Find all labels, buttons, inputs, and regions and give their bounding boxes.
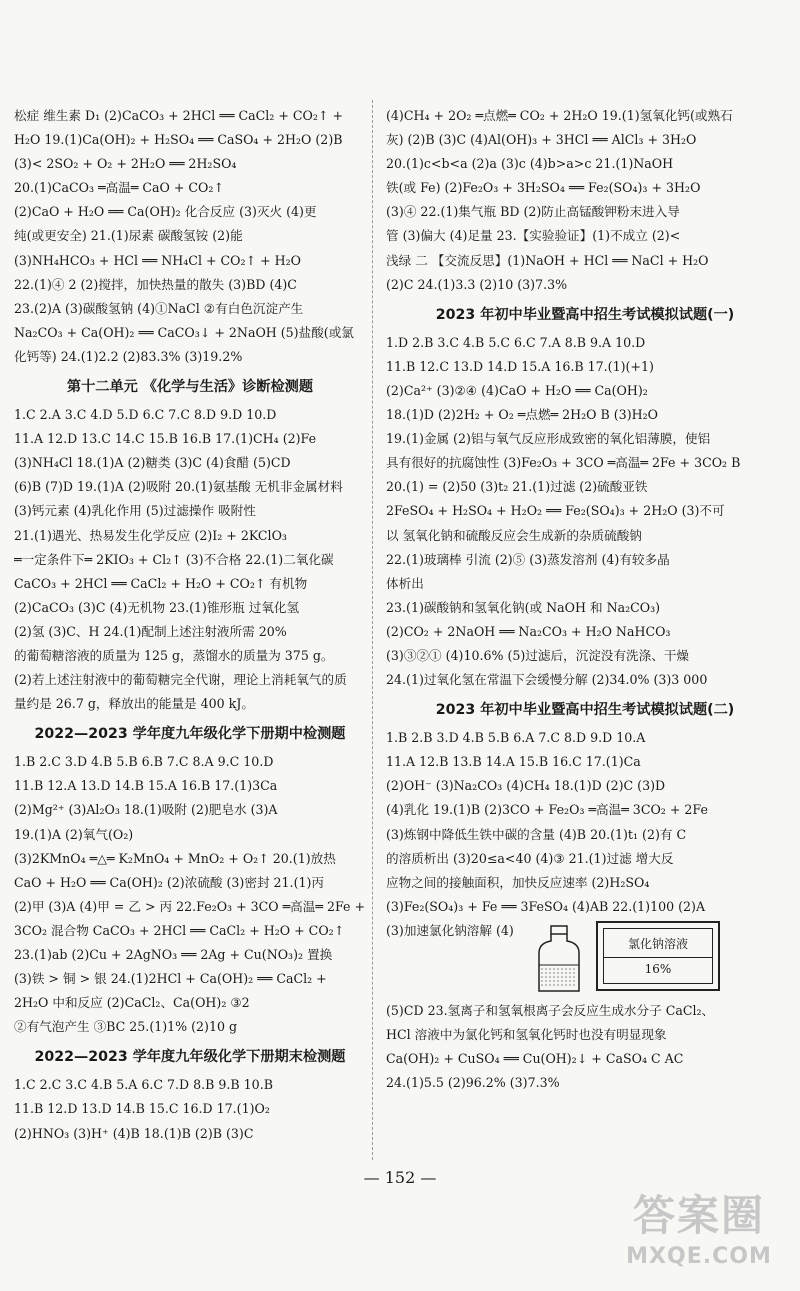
answer-line: (3)2KMnO₄ ═△═ K₂MnO₄ + MnO₂ + O₂↑ 20.(1)放热 [14, 850, 336, 866]
answer-line: ②有气泡产生 ③BC 25.(1)1% (2)10 g [14, 1019, 238, 1035]
answer-line: 20.(1)c<b<a (2)a (3)c (4)b>a>c 21.(1)NaOH [386, 156, 674, 172]
answer-line: 灰) (2)B (3)C (4)Al(OH)₃ + 3HCl ══ AlCl₃ + 3H₂O [386, 132, 697, 148]
answer-line: 2H₂O 中和反应 (2)CaCl₂、Ca(OH)₂ ③2 [14, 995, 250, 1011]
answer-line: (3)加速氯化钠溶解 (4) [386, 922, 514, 938]
figure-row [386, 919, 784, 999]
answer-line: CaCO₃ + 2HCl ══ CaCl₂ + H₂O + CO₂↑ 有机物 [14, 575, 308, 591]
answer-line: (2)CO₂ + 2NaOH ══ Na₂CO₃ + H₂O NaHCO₃ [386, 623, 671, 639]
answer-line: (3)③②① (4)10.6% (5)过滤后，沉淀没有洗涤、干燥 [386, 647, 690, 663]
left-column [14, 104, 366, 1146]
answer-line: 23.(2)A (3)碳酸氢钠 (4)①NaCl ②有白色沉淀产生 [14, 300, 304, 316]
answer-line: (2)CaO + H₂O ══ Ca(OH)₂ 化合反应 (3)灭火 (4)更 [14, 204, 317, 220]
answer-line: (2)若上述注射液中的葡萄糖完全代谢，理论上消耗氧气的质 [14, 672, 347, 688]
answer-line: (3)NH₄HCO₃ + HCl ══ NH₄Cl + CO₂↑ + H₂O [14, 252, 302, 268]
answer-line: 11.A 12.B 13.B 14.A 15.B 16.C 17.(1)Ca [386, 754, 641, 770]
answer-line: 铁(或 Fe) (2)Fe₂O₃ + 3H₂SO₄ ══ Fe₂(SO₄)₃ + 3H₂O [386, 180, 701, 196]
answer-line: 23.(1)ab (2)Cu + 2AgNO₃ ══ 2Ag + Cu(NO₃)₂ 置换 [14, 947, 333, 962]
answer-line: (3)Fe₂(SO₄)₃ + Fe ══ 3FeSO₄ (4)AB 22.(1)100 (2)A [386, 898, 706, 914]
answer-line: 应物之间的接触面积，加快反应速率 (2)H₂SO₄ [386, 874, 650, 890]
answer-line: 11.B 12.C 13.D 14.D 15.A 16.B 17.(1)(+1) [386, 358, 654, 374]
answer-line: (3)铁 > 铜 > 银 24.(1)2HCl + Ca(OH)₂ ══ CaCl₂ + [14, 971, 327, 987]
answer-line: 体析出 [386, 575, 424, 591]
answer-line: 20.(1) = (2)50 (3)t₂ 21.(1)过滤 (2)硫酸亚铁 [386, 479, 648, 495]
answer-line: 管 (3)偏大 (4)足量 23.【实验验证】(1)不成立 (2)< [386, 228, 681, 244]
answer-line: 化钙等) 24.(1)2.2 (2)83.3% (3)19.2% [14, 348, 243, 364]
answer-line: 3CO₂ 混合物 CaCO₃ + 2HCl ══ CaCl₂ + H₂O + CO₂↑ [14, 922, 345, 938]
answer-line: (6)B (7)D 19.(1)A (2)吸附 20.(1)氨基酸 无机非金属材料 [14, 479, 343, 495]
answer-line: 1.B 2.B 3.D 4.B 5.B 6.A 7.C 8.D 9.D 10.A [386, 730, 646, 746]
answer-line: (2)CaCO₃ (3)C (4)无机物 23.(1)锥形瓶 过氧化氢 [14, 599, 300, 615]
label-solution-name: 氯化钠溶液 [604, 935, 712, 958]
answer-line: (2)甲 (3)A (4)甲 = 乙 > 丙 22.Fe₂O₃ + 3CO ═高温═ 2Fe + [14, 898, 366, 914]
answer-line: (2)HNO₃ (3)H⁺ (4)B 18.(1)B (2)B (3)C [14, 1125, 254, 1141]
answer-line: 松症 维生素 D₁ (2)CaCO₃ + 2HCl ══ CaCl₂ + CO₂↑ + [14, 108, 344, 123]
answer-line: 24.(1)5.5 (2)96.2% (3)7.3% [386, 1075, 560, 1091]
answer-line: (5)CD 23.氢离子和氢氧根离子会反应生成水分子 CaCl₂、 [386, 1002, 715, 1018]
answer-line: 的溶质析出 (3)20≤a<40 (4)③ 21.(1)过滤 增大反 [386, 850, 674, 866]
answer-line: (2)C 24.(1)3.3 (2)10 (3)7.3% [386, 276, 568, 292]
answer-line: (3)④ 22.(1)集气瓶 BD (2)防止高锰酸钾粉末进入导 [386, 204, 680, 220]
answer-line: 18.(1)D (2)2H₂ + O₂ ═点燃═ 2H₂O B (3)H₂O [386, 407, 658, 423]
answer-line: 19.(1)A (2)氧气(O₂) [14, 826, 134, 842]
answer-line: 22.(1)④ 2 (2)搅拌，加快热量的散失 (3)BD (4)C [14, 276, 297, 292]
section-title-unit12: 第十二单元 《化学与生活》诊断检测题 [66, 379, 314, 396]
watermark-url: MXQE.COM [626, 1244, 772, 1269]
section-title-mock2: 2023 年初中毕业暨高中招生考试模拟试题(二) [435, 702, 735, 719]
reagent-bottle-icon [536, 925, 582, 993]
answer-line: (3)NH₄Cl 18.(1)A (2)糖类 (3)C (4)食醋 (5)CD [14, 455, 291, 471]
answer-line: 纯(或更安全) 21.(1)尿素 碳酸氢铵 (2)能 [14, 228, 243, 244]
section-title-final: 2022—2023 学年度九年级化学下册期末检测题 [34, 1049, 346, 1066]
answer-line: 24.(1)过氧化氢在常温下会缓慢分解 (2)34.0% (3)3 000 [386, 672, 708, 688]
answer-line: (2)OH⁻ (3)Na₂CO₃ (4)CH₄ 18.(1)D (2)C (3)D [386, 778, 666, 794]
answer-line: (4)CH₄ + 2O₂ ═点燃═ CO₂ + 2H₂O 19.(1)氢氧化钙(或熟石 [386, 108, 733, 123]
column-divider [372, 100, 373, 1160]
answer-line: 1.D 2.B 3.C 4.B 5.C 6.C 7.A 8.B 9.A 10.D [386, 334, 646, 350]
watermark-logo [606, 1190, 792, 1286]
section-title-mock1: 2023 年初中毕业暨高中招生考试模拟试题(一) [435, 306, 735, 323]
answer-line: CaO + H₂O ══ Ca(OH)₂ (2)浓硫酸 (3)密封 21.(1)丙 [14, 874, 324, 890]
answer-line: 11.A 12.D 13.C 14.C 15.B 16.B 17.(1)CH₄ (2)Fe [14, 431, 317, 447]
answer-line: H₂O 19.(1)Ca(OH)₂ + H₂SO₄ ══ CaSO₄ + 2H₂O (2)B [14, 132, 343, 148]
section-title-midterm: 2022—2023 学年度九年级化学下册期中检测题 [34, 726, 346, 743]
solution-label-card [596, 921, 720, 991]
label-inner [603, 928, 713, 984]
answer-line: (3)< 2SO₂ + O₂ + 2H₂O ══ 2H₂SO₄ [14, 156, 237, 172]
label-concentration: 16% [644, 961, 672, 976]
answer-line: (2)Ca²⁺ (3)②④ (4)CaO + H₂O ══ Ca(OH)₂ [386, 382, 648, 398]
answer-line: (2)Mg²⁺ (3)Al₂O₃ 18.(1)吸附 (2)肥皂水 (3)A [14, 802, 278, 818]
answer-line: (4)乳化 19.(1)B (2)3CO + Fe₂O₃ ═高温═ 3CO₂ + 2Fe [386, 802, 708, 818]
answer-line: Ca(OH)₂ + CuSO₄ ══ Cu(OH)₂↓ + CaSO₄ C AC [386, 1051, 684, 1067]
answer-line: 19.(1)金属 (2)铝与氧气反应形成致密的氧化铝薄膜，使铝 [386, 431, 711, 447]
answer-line: 20.(1)CaCO₃ ═高温═ CaO + CO₂↑ [14, 180, 224, 196]
page-number: — 152 — [363, 1168, 437, 1187]
answer-line: 量约是 26.7 g，释放出的能量是 400 kJ。 [14, 696, 254, 712]
answer-line: 11.B 12.A 13.D 14.B 15.A 16.B 17.(1)3Ca [14, 778, 278, 794]
answer-line: HCl 溶液中为氯化钙和氢氧化钙时也没有明显现象 [386, 1027, 667, 1042]
answer-line: 1.B 2.C 3.D 4.B 5.B 6.B 7.C 8.A 9.C 10.D [14, 754, 274, 770]
right-column [386, 104, 784, 1095]
answer-line: 2FeSO₄ + H₂SO₄ + H₂O₂ ══ Fe₂(SO₄)₃ + 2H₂O (3)不可 [386, 503, 725, 519]
answer-line: (3)钙元素 (4)乳化作用 (5)过滤操作 吸附性 [14, 503, 256, 519]
answer-line: (3)炼钢中降低生铁中碳的含量 (4)B 20.(1)t₁ (2)有 C [386, 826, 687, 842]
answer-line: 1.C 2.C 3.C 4.B 5.A 6.C 7.D 8.B 9.B 10.B [14, 1077, 273, 1093]
answer-line: 23.(1)碳酸钠和氢氧化钠(或 NaOH 和 Na₂CO₃) [386, 599, 661, 615]
answer-line: Na₂CO₃ + Ca(OH)₂ ══ CaCO₃↓ + 2NaOH (5)盐酸(或氯 [14, 324, 354, 340]
answer-line: (2)氢 (3)C、H 24.(1)配制上述注射液所需 20% [14, 623, 287, 639]
answer-line: 11.B 12.D 13.D 14.B 15.C 16.D 17.(1)O₂ [14, 1101, 270, 1117]
answer-line: 的葡萄糖溶液的质量为 125 g，蒸馏水的质量为 375 g。 [14, 647, 334, 663]
answer-line: 浅绿 二 【交流反思】(1)NaOH + HCl ══ NaCl + H₂O [386, 252, 709, 268]
answer-line: 1.C 2.A 3.C 4.D 5.D 6.C 7.C 8.D 9.D 10.D [14, 407, 277, 423]
answer-line: 21.(1)遇光、热易发生化学反应 (2)I₂ + 2KClO₃ [14, 527, 287, 543]
answer-line: 22.(1)玻璃棒 引流 (2)⑤ (3)蒸发溶剂 (4)有较多晶 [386, 551, 670, 567]
answer-line: 以 氢氧化钠和硫酸反应会生成新的杂质硫酸钠 [386, 527, 642, 543]
answer-line: 具有很好的抗腐蚀性 (3)Fe₂O₃ + 3CO ═高温═ 2Fe + 3CO₂ B [386, 455, 741, 471]
answer-line: ═一定条件下═ 2KIO₃ + Cl₂↑ (3)不合格 22.(1)二氧化碳 [14, 551, 334, 567]
watermark-text: 答案圈 [632, 1191, 765, 1240]
